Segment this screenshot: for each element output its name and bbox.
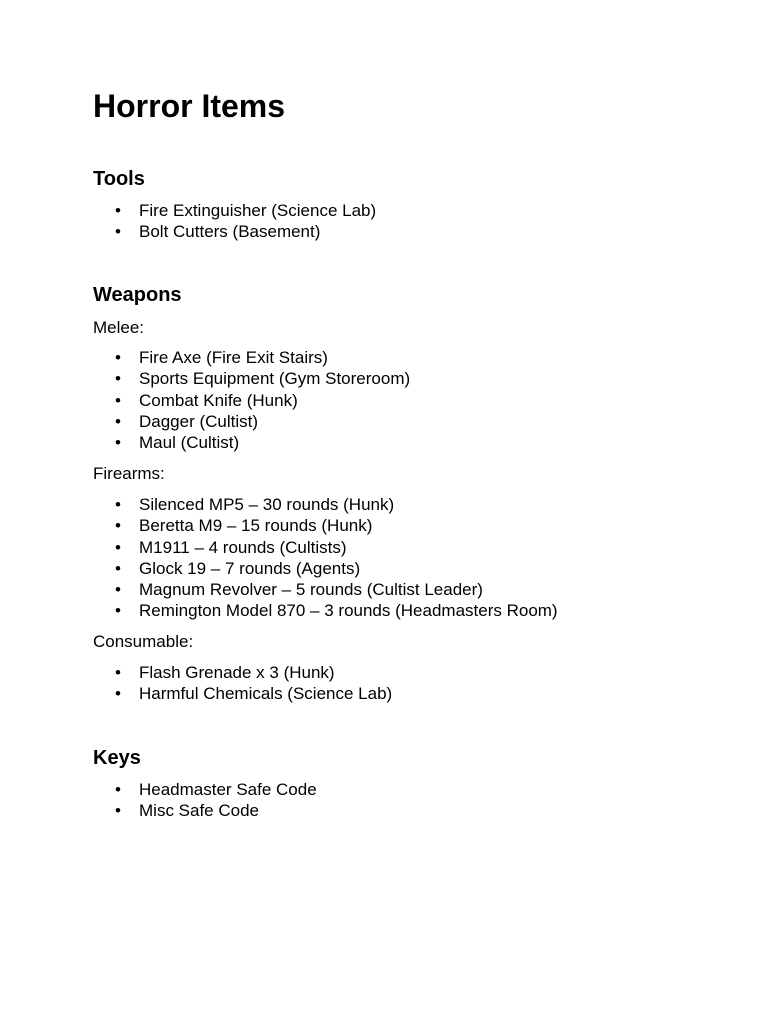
list-item-text: Bolt Cutters (Basement) [139,222,321,242]
melee-label: Melee: [93,318,145,337]
list-item-text: Dagger (Cultist) [139,411,259,431]
bullet-icon: • [115,601,121,621]
list-item-text: Fire Axe (Fire Exit Stairs) [139,348,328,367]
bullet-icon: • [115,516,121,536]
list-item [93,800,317,821]
list-item [93,683,392,704]
list-item-text: Flash Grenade x 3 (Hunk) [139,663,335,682]
list-item [93,662,392,683]
bullet-icon: • [115,684,121,704]
list-item [93,390,410,411]
list-item-text: Misc Safe Code [139,801,259,821]
list-item-text: Magnum Revolver – 5 rounds (Cultist Leader) [139,580,483,600]
list-item-text: Remington Model 870 – 3 rounds (Headmasters Room) [139,601,558,621]
list-item [93,221,376,242]
bullet-icon: • [115,369,121,389]
list-item-text: Beretta M9 – 15 rounds (Hunk) [139,516,373,536]
firearms-list [93,494,558,622]
bullet-icon: • [115,390,121,410]
list-item-text: Maul (Cultist) [139,433,240,453]
bullet-icon: • [115,801,121,821]
list-item-text: Combat Knife (Hunk) [139,390,298,410]
list-item [93,347,410,368]
list-item-text: Sports Equipment (Gym Storeroom) [139,369,411,389]
bullet-icon: • [115,433,121,453]
list-item-text: Fire Extinguisher (Science Lab) [139,201,377,220]
list-item [93,558,558,579]
section-heading-tools: Tools [93,168,145,190]
bullet-icon: • [115,780,121,799]
bullet-icon: • [115,537,121,557]
melee-list [93,347,410,453]
list-item-text: M1911 – 4 rounds (Cultists) [139,537,347,557]
bullet-icon: • [115,495,121,514]
section-heading-weapons: Weapons [93,284,182,306]
list-item-text: Harmful Chemicals (Science Lab) [139,684,393,704]
list-item [93,579,558,600]
list-item [93,600,558,621]
bullet-icon: • [115,201,121,220]
list-item [93,494,558,515]
tools-list [93,200,376,243]
bullet-icon: • [115,348,121,367]
consumable-label: Consumable: [93,632,194,651]
bullet-icon: • [115,663,121,682]
firearms-label: Firearms: [93,464,165,483]
list-item [93,515,558,536]
bullet-icon: • [115,222,121,242]
section-heading-keys: Keys [93,747,141,769]
bullet-icon: • [115,411,121,431]
list-item-text: Silenced MP5 – 30 rounds (Hunk) [139,495,395,514]
consumable-list [93,662,392,705]
list-item [93,779,317,800]
list-item-text: Headmaster Safe Code [139,780,317,799]
list-item [93,537,558,558]
list-item [93,432,410,453]
list-item [93,368,410,389]
list-item [93,411,410,432]
keys-list [93,779,317,822]
bullet-icon: • [115,580,121,600]
list-item-text: Glock 19 – 7 rounds (Agents) [139,558,361,578]
list-item [93,200,376,221]
bullet-icon: • [115,558,121,578]
document-title: Horror Items [93,88,286,124]
